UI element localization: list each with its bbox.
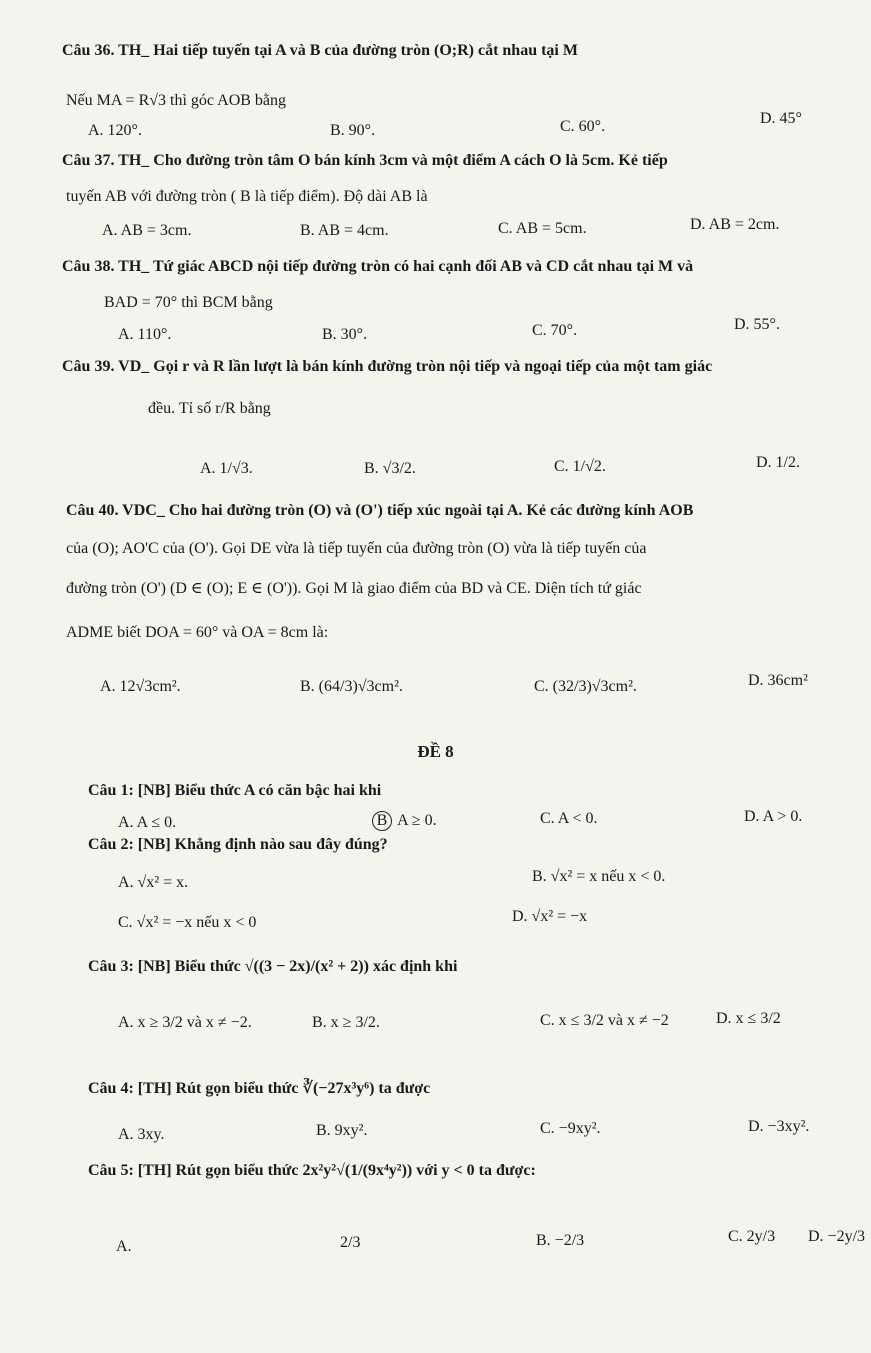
c5-option-a-value: 2/3 [340, 1234, 361, 1251]
q38-option-d: D. 55°. [734, 316, 780, 333]
c4-option-a: A. 3xy. [118, 1126, 165, 1143]
c3-stem: Câu 3: [NB] Biểu thức √((3 − 2x)/(x² + 2)) xác định khi [88, 958, 458, 975]
c1-option-b-text: A ≥ 0. [397, 812, 437, 829]
q38-option-c: C. 70°. [532, 322, 578, 339]
q39-stem-line1: Câu 39. VD_ Gọi r và R lần lượt là bán kính đường tròn nội tiếp và ngoại tiếp của một tam giác [62, 358, 713, 375]
c2-option-c: C. √x² = −x nếu x < 0 [118, 914, 257, 931]
q37-stem-line2: tuyến AB với đường tròn ( B là tiếp điểm). Độ dài AB là [66, 188, 428, 205]
q40-option-b: B. (64/3)√3cm². [300, 678, 403, 695]
q40-option-c: C. (32/3)√3cm². [534, 678, 637, 695]
q36-option-b: B. 90°. [330, 122, 376, 139]
q40-stem-line3: đường tròn (O') (D ∈ (O); E ∈ (O')). Gọi M là giao điểm của BD và CE. Diện tích tứ giác [66, 580, 642, 597]
c2-option-b: B. √x² = x nếu x < 0. [532, 868, 666, 885]
c5-option-c: C. 2y/3 [728, 1228, 776, 1245]
q39-option-c: C. 1/√2. [554, 458, 606, 475]
q36-stem-line2: Nếu MA = R√3 thì góc AOB bằng [66, 92, 287, 109]
q36-option-d: D. 45° [760, 110, 802, 127]
q40-option-d: D. 36cm² [748, 672, 808, 689]
c4-option-c: C. −9xy². [540, 1120, 601, 1137]
q38-option-a: A. 110°. [118, 326, 172, 343]
q36-option-a: A. 120°. [88, 122, 142, 139]
q37-option-c: C. AB = 5cm. [498, 220, 587, 237]
c5-option-b: B. −2/3 [536, 1232, 585, 1249]
c1-option-b-marker: B [372, 811, 392, 831]
c3-option-c: C. x ≤ 3/2 và x ≠ −2 [540, 1012, 669, 1029]
q40-option-a: A. 12√3cm². [100, 678, 181, 695]
c1-option-b [372, 810, 437, 832]
c3-option-a: A. x ≥ 3/2 và x ≠ −2. [118, 1014, 252, 1031]
c4-stem: Câu 4: [TH] Rút gọn biểu thức ∛(−27x³y⁶) ta được [88, 1080, 431, 1097]
q38-stem-line1: Câu 38. TH_ Tứ giác ABCD nội tiếp đường tròn có hai cạnh đối AB và CD cắt nhau tại M và [62, 258, 694, 275]
q36-stem-line1: Câu 36. TH_ Hai tiếp tuyến tại A và B của đường tròn (O;R) cắt nhau tại M [62, 42, 578, 59]
section-title: ĐỀ 8 [417, 742, 454, 761]
c2-stem: Câu 2: [NB] Khẳng định nào sau đây đúng? [88, 836, 388, 853]
c5-option-a: A. [116, 1238, 132, 1255]
c1-option-c: C. A < 0. [540, 810, 598, 827]
c2-option-a: A. √x² = x. [118, 874, 189, 891]
c5-option-d: D. −2y/3 [808, 1228, 866, 1245]
q38-stem-line2: BAD = 70° thì BCM bằng [104, 294, 273, 311]
c4-option-b: B. 9xy². [316, 1122, 368, 1139]
q37-stem-line1: Câu 37. TH_ Cho đường tròn tâm O bán kính 3cm và một điểm A cách O là 5cm. Kẻ tiếp [62, 152, 668, 169]
q38-option-b: B. 30°. [322, 326, 368, 343]
c1-option-d: D. A > 0. [744, 808, 803, 825]
c4-option-d: D. −3xy². [748, 1118, 810, 1135]
c3-option-d: D. x ≤ 3/2 [716, 1010, 781, 1027]
c2-option-d: D. √x² = −x [512, 908, 588, 925]
q40-stem-line2: của (O); AO'C của (O'). Gọi DE vừa là tiếp tuyến của đường tròn (O) vừa là tiếp tuyến của [66, 540, 647, 557]
c5-stem: Câu 5: [TH] Rút gọn biểu thức 2x²y²√(1/(9x⁴y²)) với y < 0 ta được: [88, 1162, 536, 1179]
q39-option-d: D. 1/2. [756, 454, 800, 471]
q40-stem-line1: Câu 40. VDC_ Cho hai đường tròn (O) và (O') tiếp xúc ngoài tại A. Kẻ các đường kính AOB [66, 502, 694, 519]
q39-option-a: A. 1/√3. [200, 460, 253, 477]
c1-stem: Câu 1: [NB] Biểu thức A có căn bậc hai khi [88, 782, 382, 799]
q39-option-b: B. √3/2. [364, 460, 416, 477]
q37-option-d: D. AB = 2cm. [690, 216, 780, 233]
c3-option-b: B. x ≥ 3/2. [312, 1014, 380, 1031]
c1-option-a: A. A ≤ 0. [118, 814, 177, 831]
q36-option-c: C. 60°. [560, 118, 606, 135]
q39-stem-line2: đều. Tỉ số r/R bằng [148, 400, 271, 417]
q40-stem-line4: ADME biết DOA = 60° và OA = 8cm là: [66, 624, 329, 641]
q37-option-a: A. AB = 3cm. [102, 222, 192, 239]
q37-option-b: B. AB = 4cm. [300, 222, 389, 239]
